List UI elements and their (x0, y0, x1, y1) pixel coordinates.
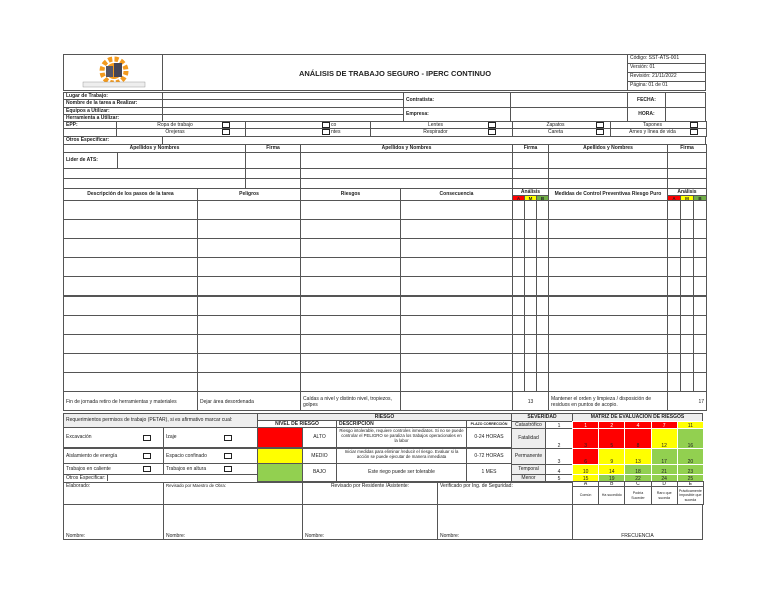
analysis-medio: M (680, 195, 694, 201)
matriz-cell: 19 (598, 474, 625, 482)
table-header-1: Peligros (197, 188, 301, 201)
epp-item: ntes (245, 128, 371, 137)
permiso-checkbox[interactable] (224, 453, 232, 459)
last-row-consecuencia[interactable] (400, 391, 513, 411)
analysis-cell[interactable] (693, 200, 707, 220)
table-cell[interactable] (63, 276, 198, 296)
doc-code: Código: SST-ATS-001 (627, 54, 706, 64)
analysis-cell[interactable] (680, 315, 694, 335)
matriz-cell: 14 (598, 464, 625, 475)
table-header-0: Descripción de los pasos de la tarea (63, 188, 198, 201)
nivel-color (257, 448, 303, 464)
epp-checkbox[interactable] (488, 129, 496, 135)
analysis-cell[interactable] (693, 257, 707, 277)
table-header-5: Medidas de Control Preventivas Riesgo Puro (548, 188, 668, 201)
permiso-checkbox[interactable] (143, 453, 151, 459)
verificado-label: Verificado por Ing. de Seguridad: (437, 482, 573, 505)
epp-item: Careta (512, 128, 611, 137)
tarea-label: Nombre de la tarea a Realizar: (63, 99, 163, 108)
firma-header: Firma (667, 144, 707, 153)
analysis-cell[interactable] (667, 238, 681, 258)
table-cell[interactable] (197, 238, 301, 258)
matriz-cell: 13 (624, 448, 651, 465)
table-cell[interactable] (548, 200, 668, 220)
maestro-label: Revisado por Maestro de Obra: (163, 482, 303, 505)
severidad-num: 2 (545, 428, 573, 449)
analysis-cell[interactable] (693, 315, 707, 335)
table-cell[interactable] (63, 238, 198, 258)
equipos-label: Equipos a Utilizar: (63, 107, 163, 115)
matriz-cell: 8 (624, 428, 651, 449)
analysis-cell[interactable] (667, 257, 681, 277)
last-row-riesgo[interactable]: Caídas a nivel y distinto nivel, tropiezos, golpes (300, 391, 401, 411)
analysis-cell[interactable] (667, 276, 681, 296)
epp-item: Respirador (370, 128, 513, 137)
table-cell[interactable] (548, 276, 668, 296)
matriz-cell: 3 (572, 428, 599, 449)
analysis-cell[interactable] (680, 257, 694, 277)
firma-header: Firma (245, 144, 301, 153)
table-cell[interactable] (197, 315, 301, 335)
table-cell[interactable] (548, 257, 668, 277)
personnel-cell[interactable] (300, 152, 513, 169)
analysis-cell[interactable] (693, 296, 707, 316)
analysis-cell[interactable] (680, 276, 694, 296)
table-cell[interactable] (300, 296, 401, 316)
table-cell[interactable] (400, 372, 513, 392)
table-cell[interactable] (300, 257, 401, 277)
table-cell[interactable] (300, 334, 401, 354)
apellidos-header: Apellidos y Nombres (300, 144, 513, 153)
epp-item: Zapatos (512, 121, 611, 129)
matriz-cell: 22 (624, 474, 651, 482)
analysis-cell[interactable] (693, 276, 707, 296)
analysis-cell[interactable] (693, 238, 707, 258)
matriz-cell: 1 (572, 421, 599, 429)
contratista-label: Contratista: (403, 92, 511, 108)
apellidos-header: Apellidos y Nombres (63, 144, 246, 153)
table-cell[interactable] (63, 372, 198, 392)
analysis-alto: A (667, 195, 681, 201)
apellidos-header: Apellidos y Nombres (548, 144, 668, 153)
personnel-cell[interactable] (63, 152, 246, 169)
permisos-title: Requerimientos permisos de trabajo (PETAR), si es afirmativo marcar cual: (63, 413, 258, 428)
table-cell[interactable] (63, 200, 198, 220)
last-row-analisis2[interactable]: 17 (667, 391, 707, 411)
table-cell[interactable] (548, 238, 668, 258)
severidad-num: 5 (545, 474, 573, 482)
frecuencia-letter: A (572, 481, 599, 487)
personnel-cell[interactable] (512, 152, 549, 169)
matriz-cell: 17 (651, 448, 678, 465)
matriz-cell: 5 (598, 428, 625, 449)
matriz-cell: 15 (572, 474, 599, 482)
nivel-label: MEDIO (302, 448, 337, 464)
analysis-cell[interactable] (667, 353, 681, 373)
table-cell[interactable] (63, 219, 198, 239)
analysis-cell[interactable] (680, 219, 694, 239)
table-header-4: Análisis (512, 188, 549, 201)
last-row-peligro[interactable]: Dejar área desordenada (197, 391, 301, 411)
analysis-cell[interactable] (693, 353, 707, 373)
matriz-cell: 21 (651, 464, 678, 475)
analysis-cell[interactable] (680, 353, 694, 373)
verificado-nombre[interactable]: Nombre: (437, 504, 573, 540)
analysis-cell[interactable] (667, 219, 681, 239)
table-cell[interactable] (400, 315, 513, 335)
permiso-item: Trabajos en altura (163, 463, 258, 475)
table-cell[interactable] (197, 334, 301, 354)
epp-item: Arnes y línea de vida (610, 128, 707, 137)
frecuencia-letter: B (598, 481, 625, 487)
table-cell[interactable] (63, 315, 198, 335)
matriz-cell: 18 (624, 464, 651, 475)
epp-item: Lentes (370, 121, 513, 129)
severidad-num: 4 (545, 464, 573, 475)
table-header-3: Consecuencia (400, 188, 513, 201)
table-cell[interactable] (548, 372, 668, 392)
analysis-medio: M (524, 195, 537, 201)
analysis-alto: A (512, 195, 525, 201)
permiso-item: Espacio confinado (163, 448, 258, 464)
matriz-cell: 10 (572, 464, 599, 475)
table-cell[interactable] (197, 353, 301, 373)
frecuencia-desc: Común (572, 486, 599, 505)
table-cell[interactable] (300, 238, 401, 258)
table-cell[interactable] (300, 372, 401, 392)
nivel-descripcion: Iniciar medidas para eliminar /reducir el riesgo. Evaluar si la acción se puede ejecutar de manera inmediata (336, 448, 467, 464)
nivel-header: NIVEL DE RIESGO (257, 420, 337, 428)
table-cell[interactable] (300, 353, 401, 373)
analysis-cell[interactable] (667, 200, 681, 220)
matriz-cell: 16 (677, 428, 704, 449)
matriz-cell: 2 (598, 421, 625, 429)
table-cell[interactable] (400, 257, 513, 277)
severidad-name: Menor (511, 474, 546, 482)
severidad-name: Fatalidad (511, 428, 546, 449)
analysis-cell[interactable] (667, 334, 681, 354)
table-cell[interactable] (300, 315, 401, 335)
riesgo-title: RIESGO (257, 413, 512, 421)
residente-label: Revisado por Residente /Asistente: (302, 482, 438, 505)
frecuencia-desc: Raro que suceda (651, 486, 678, 505)
severidad-name: Permanente (511, 448, 546, 465)
epp-checkbox[interactable] (596, 129, 604, 135)
permiso-checkbox[interactable] (143, 435, 151, 441)
table-cell[interactable] (197, 257, 301, 277)
matriz-cell: 20 (677, 448, 704, 465)
nivel-plazo: 0-24 HORAS (466, 427, 512, 448)
analysis-cell[interactable] (680, 296, 694, 316)
table-cell[interactable] (63, 257, 198, 277)
table-cell[interactable] (400, 238, 513, 258)
permiso-item: Excavación (63, 427, 164, 448)
analysis-cell[interactable] (680, 372, 694, 392)
last-row-medida[interactable]: Mantener el orden y limpieza / disposición de residuos en puntos de acopio. (548, 391, 668, 411)
severidad-header: SEVERIDAD (511, 413, 573, 422)
table-cell[interactable] (300, 219, 401, 239)
analysis-cell[interactable] (667, 315, 681, 335)
table-cell[interactable] (548, 334, 668, 354)
epp-item: Orejeras (116, 128, 246, 137)
nivel-plazo: 0-72 HORAS (466, 448, 512, 464)
nivel-descripcion: Este riego puede ser tolerable (336, 463, 467, 482)
table-cell[interactable] (400, 219, 513, 239)
personnel-cell[interactable] (548, 152, 668, 169)
fecha-label: FECHA: (627, 92, 666, 108)
permiso-item: Trabajos en caliente (63, 463, 164, 475)
epp-item: Tapones (610, 121, 707, 129)
epp-item: Ropa de trabajo (116, 121, 246, 129)
table-cell[interactable] (197, 296, 301, 316)
table-cell[interactable] (300, 276, 401, 296)
permiso-item: Izaje (163, 427, 258, 448)
nivel-label: ALTO (302, 427, 337, 448)
lugar-label: Lugar de Trabajo: (63, 92, 163, 100)
table-cell[interactable] (63, 353, 198, 373)
doc-page: Página: 01 de 01 (627, 81, 706, 91)
table-cell[interactable] (548, 296, 668, 316)
table-cell[interactable] (63, 296, 198, 316)
personnel-cell[interactable] (245, 152, 301, 169)
table-cell[interactable] (400, 353, 513, 373)
frecuencia-letter: C (624, 481, 651, 487)
empresa-label: Empresa: (403, 107, 511, 122)
matriz-cell: 7 (651, 421, 678, 429)
severidad-num: 1 (545, 421, 573, 429)
table-cell[interactable] (548, 219, 668, 239)
matriz-cell: 11 (677, 421, 704, 429)
frecuencia-desc: Podría Suceder (624, 486, 651, 505)
elaborado-nombre[interactable]: Nombre: (63, 504, 164, 540)
analysis-cell[interactable] (680, 334, 694, 354)
otros-label: Otros Especificar: (63, 136, 163, 145)
contratista-input[interactable] (510, 92, 628, 108)
empresa-input[interactable] (510, 107, 628, 122)
table-cell[interactable] (548, 315, 668, 335)
analysis-cell[interactable] (693, 372, 707, 392)
analysis-cell[interactable] (667, 372, 681, 392)
matriz-title: MATRIZ DE EVALUACIÓN DE RIESGOS (572, 413, 703, 422)
table-cell[interactable] (400, 276, 513, 296)
analysis-cell[interactable] (667, 296, 681, 316)
matriz-cell: 12 (651, 428, 678, 449)
nivel-color (257, 427, 303, 448)
epp-label: EPP: (63, 121, 117, 129)
descripcion-header: DESCRIPCIÓN (336, 420, 467, 428)
nivel-descripcion: Riesgo intolerable, requiere controles inmediatos. Si no se puede controlar el PELIGRO se paraliza los trabajos operacionales en la labor (336, 427, 467, 448)
herramienta-label: Herramienta a Utilizar: (63, 114, 163, 122)
epp-item: co (245, 121, 371, 129)
permiso-checkbox[interactable] (224, 466, 232, 472)
nivel-color (257, 463, 303, 482)
table-cell[interactable] (197, 219, 301, 239)
plazo-header: PLAZO CORRECCIÓN (466, 420, 512, 428)
analysis-cell[interactable] (680, 238, 694, 258)
hora-input[interactable] (665, 107, 706, 122)
matriz-cell: 4 (624, 421, 651, 429)
table-header-6: Análisis (667, 188, 707, 201)
epp-checkbox[interactable] (690, 129, 698, 135)
personnel-cell[interactable] (667, 152, 707, 169)
matriz-cell: 25 (677, 474, 704, 482)
matriz-cell: 9 (598, 448, 625, 465)
table-cell[interactable] (197, 200, 301, 220)
elaborado-label: Elaborado: (63, 482, 164, 505)
analysis-bajo: B (693, 195, 707, 201)
severidad-num: 3 (545, 448, 573, 465)
table-cell[interactable] (548, 353, 668, 373)
analysis-cell[interactable] (680, 200, 694, 220)
table-cell[interactable] (300, 200, 401, 220)
doc-version: Versión: 01 (627, 63, 706, 73)
severidad-name: Catastrófico (511, 421, 546, 429)
matriz-cell: 23 (677, 464, 704, 475)
permiso-checkbox[interactable] (224, 435, 232, 441)
analysis-bajo: B (536, 195, 549, 201)
table-cell[interactable] (400, 200, 513, 220)
table-header-2: Riesgos (300, 188, 401, 201)
permiso-checkbox[interactable] (143, 466, 151, 472)
table-cell[interactable] (63, 334, 198, 354)
matriz-cell: 24 (651, 474, 678, 482)
nivel-plazo: 1 MES (466, 463, 512, 482)
last-row-analisis[interactable]: 13 (512, 391, 549, 411)
severidad-name: Temporal (511, 464, 546, 475)
residente-nombre[interactable]: Nombre: (302, 504, 438, 540)
analysis-cell[interactable] (693, 334, 707, 354)
table-cell[interactable] (197, 276, 301, 296)
table-cell[interactable] (197, 372, 301, 392)
hora-label: HORA: (627, 107, 666, 122)
frecuencia-letter: D (651, 481, 678, 487)
last-row-paso[interactable]: Fin de jornada retiro de herramientas y materiales (63, 391, 198, 411)
maestro-nombre[interactable]: Nombre: (163, 504, 303, 540)
matriz-cell: 6 (572, 448, 599, 465)
table-cell[interactable] (400, 296, 513, 316)
logo (63, 54, 163, 91)
firma-header: Firma (512, 144, 549, 153)
company-logo-icon (69, 56, 159, 90)
epp-checkbox[interactable] (222, 129, 230, 135)
page-title: ANÁLISIS DE TRABAJO SEGURO - IPERC CONTINUO (162, 54, 628, 91)
analysis-cell[interactable] (693, 219, 707, 239)
table-cell[interactable] (400, 334, 513, 354)
fecha-input[interactable] (665, 92, 706, 108)
lider-label: Lider de ATS: (63, 152, 118, 169)
permisos-otros-label: Otros Especificar: (66, 475, 108, 481)
frecuencia-label: FRECUENCIA (572, 504, 703, 540)
epp-checkbox[interactable] (322, 129, 330, 135)
frecuencia-letter: E (677, 481, 704, 487)
permiso-item: Aislamiento de energía (63, 448, 164, 464)
nivel-label: BAJO (302, 463, 337, 482)
doc-revision: Revisión: 21/11/2022 (627, 72, 706, 82)
frecuencia-desc: Ha sucedido (598, 486, 625, 505)
frecuencia-desc: Prácticamente imposible que suceda (677, 486, 704, 505)
